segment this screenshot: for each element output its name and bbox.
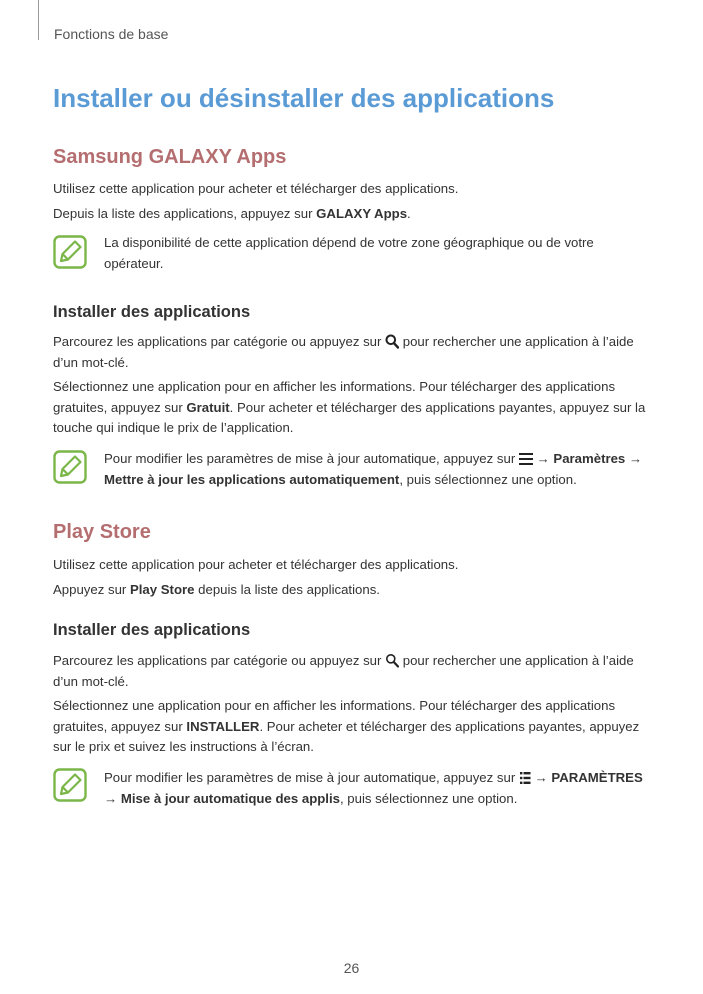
corner-rule — [38, 0, 39, 40]
play-subheading: Installer des applications — [53, 621, 251, 639]
galaxy-p2: Depuis la liste des applications, appuyez sur GALAXY Apps. — [53, 206, 411, 221]
galaxy-p1: Utilisez cette application pour acheter et télécharger des applications. — [53, 181, 459, 196]
galaxy-subheading: Installer des applications — [53, 303, 251, 321]
menu-icon — [519, 771, 531, 785]
search-icon — [385, 334, 399, 349]
galaxy-note-2: Pour modifier les paramètres de mise à jour automatique, appuyez sur → Paramètres → Mettre à jour les applications automatiquement, puis sélectionnez une option. — [104, 451, 643, 487]
play-p1: Utilisez cette application pour acheter et télécharger des applications. — [53, 557, 459, 572]
galaxy-p3: Parcourez les applications par catégorie ou appuyez sur pour rechercher une application à l’aide d’un mot-clé. — [53, 334, 634, 370]
page-title: Installer ou désinstaller des applications — [53, 83, 555, 113]
menu-icon — [519, 452, 533, 466]
play-note: Pour modifier les paramètres de mise à jour automatique, appuyez sur → PARAMÈTRES → Mise à jour automatique des applis, puis sélectionnez une option. — [104, 770, 643, 806]
galaxy-p4: Sélectionnez une application pour en afficher les informations. Pour télécharger des applications gratuites, appuyez sur Gratuit. Pour acheter et télécharger des applications payantes, appuyez sur la touche qui indique le prix de l’application. — [53, 379, 646, 435]
play-p4: Sélectionnez une application pour en afficher les informations. Pour télécharger des applications gratuites, appuyez sur INSTALLER. Pour acheter et télécharger des applications payantes, appuyez sur le prix et suivez les instructions à l’écran. — [53, 698, 640, 754]
note-pencil-icon — [53, 450, 87, 484]
section-header: Fonctions de base — [54, 26, 169, 42]
search-icon — [385, 653, 399, 668]
galaxy-heading: Samsung GALAXY Apps — [53, 146, 287, 168]
page-number: 26 — [343, 960, 360, 976]
play-p3: Parcourez les applications par catégorie ou appuyez sur pour rechercher une application à l’aide d’un mot-clé. — [53, 653, 634, 689]
play-p2: Appuyez sur Play Store depuis la liste des applications. — [53, 582, 380, 597]
note-pencil-icon — [53, 235, 87, 269]
note-pencil-icon — [53, 768, 87, 802]
galaxy-note-1: La disponibilité de cette application dépend de votre zone géographique ou de votre opérateur. — [104, 235, 594, 271]
play-heading: Play Store — [53, 521, 151, 543]
